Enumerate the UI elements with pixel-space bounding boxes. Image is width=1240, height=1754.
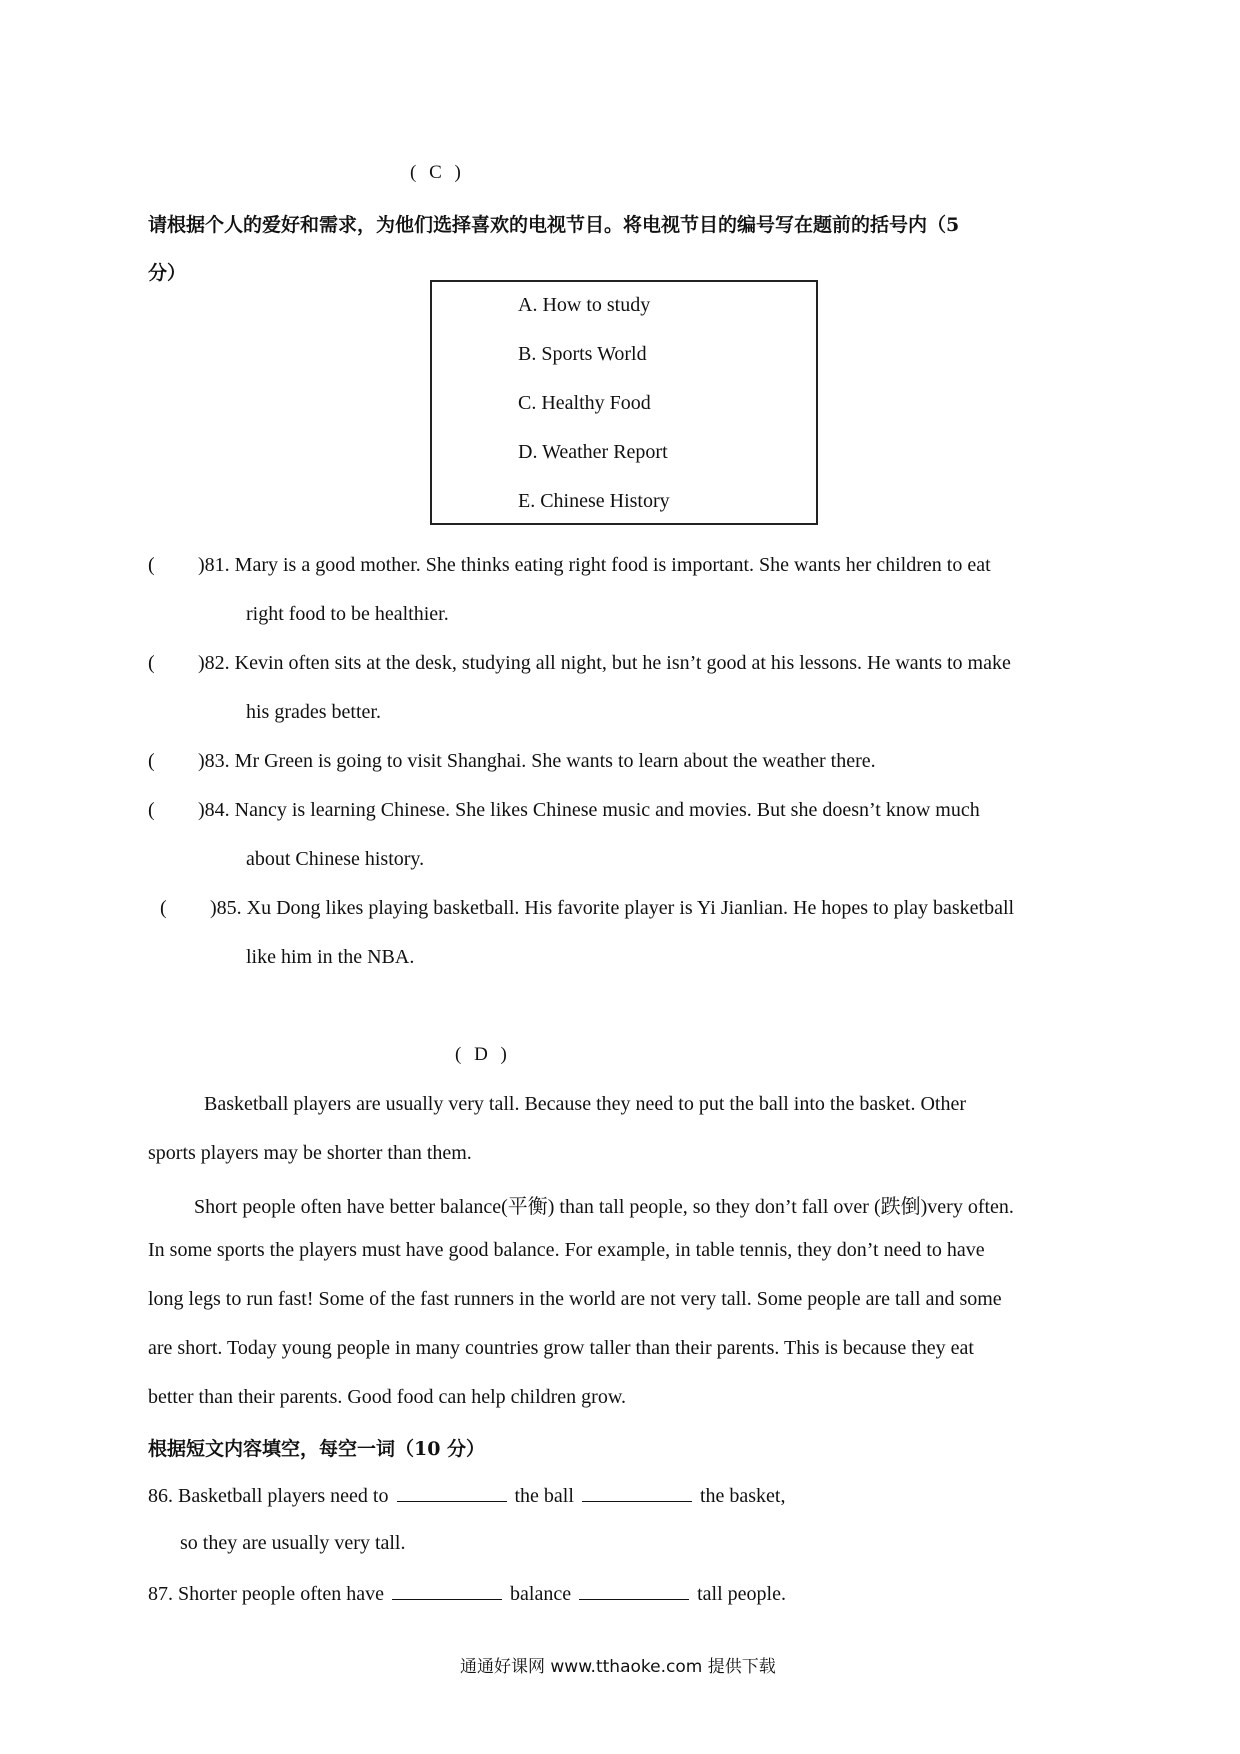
page-footer: 通通好课网 www.tthaoke.com 提供下载 bbox=[460, 1657, 776, 1677]
q87-part3: tall people. bbox=[697, 1583, 786, 1605]
passage-line-3: Short people often have better balance(平衡) than tall people, so they don’t fall over (跌倒)very often. bbox=[194, 1196, 1014, 1218]
passage-line-1: Basketball players are usually very tall. Because they need to put the ball into the basket. Other bbox=[204, 1093, 966, 1115]
q86-blank-1[interactable] bbox=[397, 1483, 507, 1502]
tv-program-options-box bbox=[430, 280, 818, 525]
passage-line-4: In some sports the players must have good balance. For example, in table tennis, they don’t need to have bbox=[148, 1239, 985, 1261]
q85-line1: )85. Xu Dong likes playing basketball. His favorite player is Yi Jianlian. He hopes to play basketball bbox=[210, 897, 1015, 919]
passage-line-2: sports players may be shorter than them. bbox=[148, 1142, 472, 1164]
q87-line bbox=[148, 1581, 786, 1606]
q83-paren: ( bbox=[148, 750, 155, 772]
q87-part2: balance bbox=[510, 1583, 572, 1605]
section-c-instruction-line1: 请根据个人的爱好和需求，为他们选择喜欢的电视节目。将电视节目的编号写在题前的括号内（5 bbox=[148, 214, 960, 236]
q82-line1: )82. Kevin often sits at the desk, studying all night, but he isn’t good at his lessons. He wants to make bbox=[198, 652, 1011, 674]
q86-line1 bbox=[148, 1483, 785, 1508]
q87-blank-2[interactable] bbox=[579, 1581, 689, 1600]
q87-part1: 87. Shorter people often have bbox=[148, 1583, 385, 1605]
q83-line1: )83. Mr Green is going to visit Shanghai. She wants to learn about the weather there. bbox=[198, 750, 876, 772]
option-c: C. Healthy Food bbox=[518, 392, 651, 414]
q85-line2: like him in the NBA. bbox=[246, 946, 415, 968]
option-a: A. How to study bbox=[518, 294, 651, 316]
q87-blank-1[interactable] bbox=[392, 1581, 502, 1600]
section-d-instruction: 根据短文内容填空，每空一词（10 分） bbox=[148, 1438, 486, 1460]
option-e: E. Chinese History bbox=[518, 490, 670, 512]
q84-paren: ( bbox=[148, 799, 155, 821]
q82-line2: his grades better. bbox=[246, 701, 381, 723]
q86-line2: so they are usually very tall. bbox=[180, 1532, 406, 1554]
section-d-heading: ( D ) bbox=[455, 1044, 511, 1065]
option-d: D. Weather Report bbox=[518, 441, 668, 463]
q86-part1: 86. Basketball players need to bbox=[148, 1485, 389, 1507]
passage-line-5: long legs to run fast! Some of the fast runners in the world are not very tall. Some people are tall and some bbox=[148, 1288, 1002, 1310]
q86-blank-2[interactable] bbox=[582, 1483, 692, 1502]
q81-line1: )81. Mary is a good mother. She thinks eating right food is important. She wants her children to eat bbox=[198, 554, 991, 576]
option-b: B. Sports World bbox=[518, 343, 647, 365]
q81-paren: ( bbox=[148, 554, 155, 576]
passage-line-6: are short. Today young people in many countries grow taller than their parents. This is because they eat bbox=[148, 1337, 974, 1359]
q84-line1: )84. Nancy is learning Chinese. She likes Chinese music and movies. But she doesn’t know much bbox=[198, 799, 980, 821]
q85-paren: ( bbox=[160, 897, 167, 919]
q82-paren: ( bbox=[148, 652, 155, 674]
q86-part2: the ball bbox=[514, 1485, 574, 1507]
passage-line-7: better than their parents. Good food can help children grow. bbox=[148, 1386, 626, 1408]
q86-part3: the basket, bbox=[699, 1485, 786, 1507]
q84-line2: about Chinese history. bbox=[246, 848, 425, 870]
section-c-heading: ( C ) bbox=[410, 162, 465, 183]
q81-line2: right food to be healthier. bbox=[246, 603, 449, 625]
section-c-instruction-line2: 分） bbox=[148, 262, 187, 284]
